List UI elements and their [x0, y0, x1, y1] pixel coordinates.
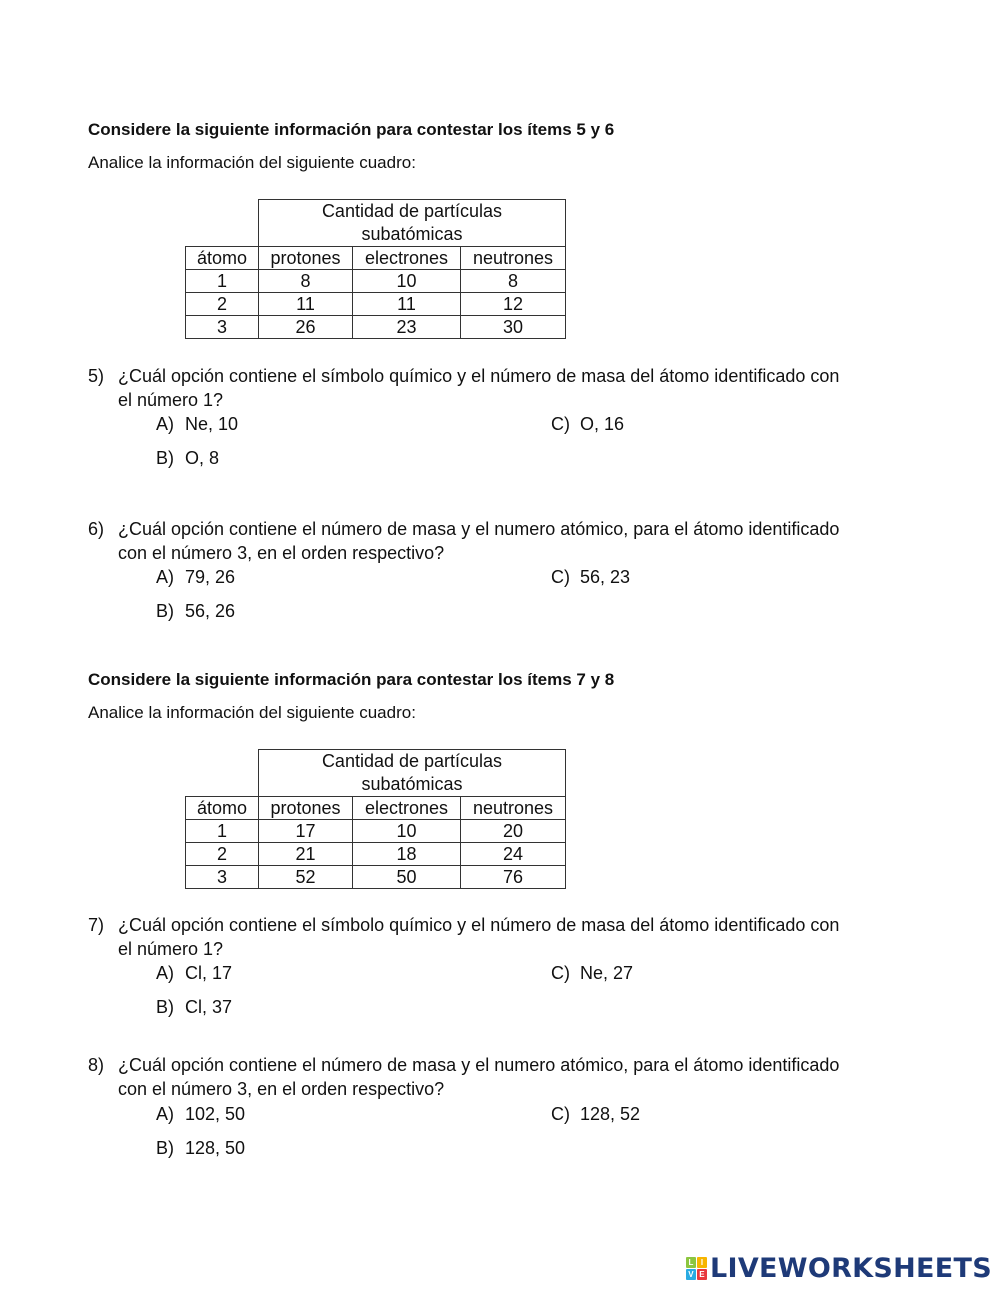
table-corner: [186, 200, 259, 247]
option-c[interactable]: C) 56, 23: [551, 567, 631, 587]
col-header-atomo: átomo: [186, 797, 259, 820]
col-header-neutrones: neutrones: [461, 247, 566, 270]
table-row: 3 26 23 30: [186, 316, 566, 339]
table-row: 1 17 10 20: [186, 820, 566, 843]
logo-tiles-icon: L I V E: [686, 1257, 707, 1280]
option-a[interactable]: A) Cl, 17: [156, 963, 233, 983]
particles-table: [185, 199, 566, 339]
col-header-neutrones: neutrones: [461, 797, 566, 820]
logo-wordmark: LIVEWORKSHEETS: [709, 1253, 992, 1284]
section-intro: Analice la información del siguiente cuadro:: [88, 703, 416, 722]
table-row: 2 21 18 24: [186, 843, 566, 866]
option-b[interactable]: B) Cl, 37: [156, 997, 233, 1017]
col-header-electrones: electrones: [353, 247, 461, 270]
table-corner: [186, 750, 259, 797]
col-header-protones: protones: [259, 797, 353, 820]
table-header-row: [186, 247, 566, 270]
question-number: 8): [88, 1055, 105, 1075]
table-row: 2 11 11 12: [186, 293, 566, 316]
option-a[interactable]: A) Ne, 10: [156, 414, 239, 434]
table-group-header: Cantidad de partículas subatómicas: [259, 750, 566, 797]
section-heading: Considere la siguiente información para contestar los ítems 5 y 6: [88, 120, 615, 139]
liveworksheets-logo: [686, 1253, 992, 1284]
table-header-row: [186, 797, 566, 820]
question-text: ¿Cuál opción contiene el símbolo químico y el número de masa del átomo identificado con el número 1?: [118, 915, 840, 959]
col-header-atomo: átomo: [186, 247, 259, 270]
table-row: 3 52 50 76: [186, 866, 566, 889]
section-heading: Considere la siguiente información para contestar los ítems 7 y 8: [88, 670, 615, 689]
question-text: ¿Cuál opción contiene el número de masa y el numero atómico, para el átomo identificado con el número 3, en el orden respectivo?: [118, 1055, 840, 1099]
section-intro: Analice la información del siguiente cuadro:: [88, 153, 416, 172]
option-c[interactable]: C) O, 16: [551, 414, 625, 434]
question-number: 7): [88, 915, 105, 935]
option-a[interactable]: A) 102, 50: [156, 1104, 246, 1124]
question-number: 6): [88, 519, 105, 539]
question-text: ¿Cuál opción contiene el número de masa y el numero atómico, para el átomo identificado con el número 3, en el orden respectivo?: [118, 519, 840, 563]
option-c[interactable]: C) 128, 52: [551, 1104, 641, 1124]
question-number: 5): [88, 366, 105, 386]
option-a[interactable]: A) 79, 26: [156, 567, 236, 587]
table-row: 1 8 10 8: [186, 270, 566, 293]
option-b[interactable]: B) O, 8: [156, 448, 220, 468]
table-group-header: Cantidad de partículas subatómicas: [259, 200, 566, 247]
particles-table: [185, 749, 566, 889]
col-header-protones: protones: [259, 247, 353, 270]
col-header-electrones: electrones: [353, 797, 461, 820]
question-text: ¿Cuál opción contiene el símbolo químico y el número de masa del átomo identificado con el número 1?: [118, 366, 840, 410]
option-b[interactable]: B) 56, 26: [156, 601, 236, 621]
option-c[interactable]: C) Ne, 27: [551, 963, 634, 983]
option-b[interactable]: B) 128, 50: [156, 1138, 246, 1158]
